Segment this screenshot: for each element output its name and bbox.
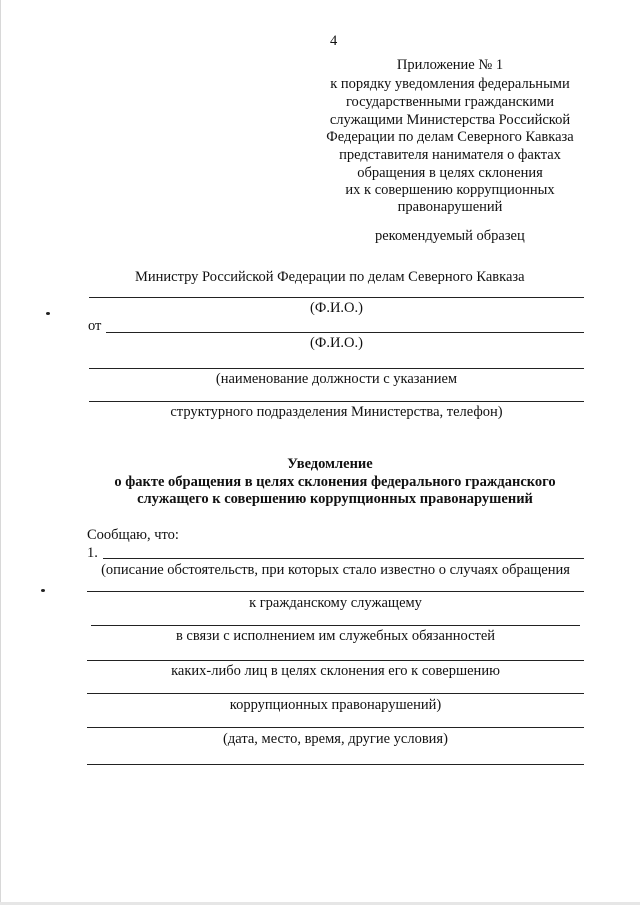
- appendix-line: служащими Министерства Российской: [329, 112, 571, 128]
- body-hint: в связи с исполнением им служебных обязанностей: [175, 628, 496, 644]
- item-line-7: [87, 764, 584, 765]
- position-line-1: [89, 368, 584, 369]
- scan-mark: [41, 589, 45, 592]
- appendix-line: правонарушений: [397, 199, 503, 215]
- item-line-3: [91, 625, 580, 626]
- position-line-2: [89, 401, 584, 402]
- body-hint: каких-либо лиц в целях склонения его к совершению: [171, 663, 500, 679]
- from-label: от: [88, 318, 102, 334]
- appendix-line: их к совершению коррупционных: [345, 182, 555, 198]
- body-hint: коррупционных правонарушений): [229, 697, 442, 713]
- item-line-1: [103, 558, 584, 559]
- item-line-6: [87, 727, 584, 728]
- fio-line-1: [89, 297, 584, 298]
- item-line-4: [87, 660, 584, 661]
- fio-hint-1: (Ф.И.О.): [310, 300, 363, 316]
- addressee-to: Министру Российской Федерации по делам Северного Кавказа: [135, 269, 525, 285]
- scan-mark: [46, 312, 50, 315]
- fio-hint-2: (Ф.И.О.): [310, 335, 363, 351]
- from-line: [106, 332, 584, 333]
- notice-subtitle-1: о факте обращения в целях склонения федерального гражданского: [114, 474, 556, 490]
- notice-title: Уведомление: [287, 456, 373, 472]
- scan-left-edge: [0, 0, 1, 905]
- appendix-line: Федерации по делам Северного Кавказа: [326, 129, 574, 145]
- body-hint: к гражданскому служащему: [249, 595, 422, 611]
- appendix-line: государственными гражданскими: [345, 94, 555, 110]
- body-hint: (описание обстоятельств, при которых стало известно о случаях обращения: [101, 562, 570, 578]
- appendix-line: обращения в целях склонения: [357, 165, 543, 181]
- notice-subtitle-2: служащего к совершению коррупционных правонарушений: [137, 491, 533, 507]
- appendix-line: представителя нанимателя о фактах: [339, 147, 561, 163]
- position-hint-2: структурного подразделения Министерства, телефон): [170, 404, 503, 420]
- page-number: 4: [330, 33, 338, 49]
- appendix-line: к порядку уведомления федеральными: [330, 76, 570, 92]
- position-hint-1: (наименование должности с указанием: [215, 371, 458, 387]
- item-line-5: [87, 693, 584, 694]
- item-line-2: [87, 591, 584, 592]
- item-number: 1.: [87, 545, 98, 561]
- appendix-title: Приложение № 1: [396, 57, 504, 73]
- body-hint: (дата, место, время, другие условия): [223, 731, 448, 747]
- body-intro: Сообщаю, что:: [87, 527, 179, 543]
- sample-note: рекомендуемый образец: [375, 228, 525, 244]
